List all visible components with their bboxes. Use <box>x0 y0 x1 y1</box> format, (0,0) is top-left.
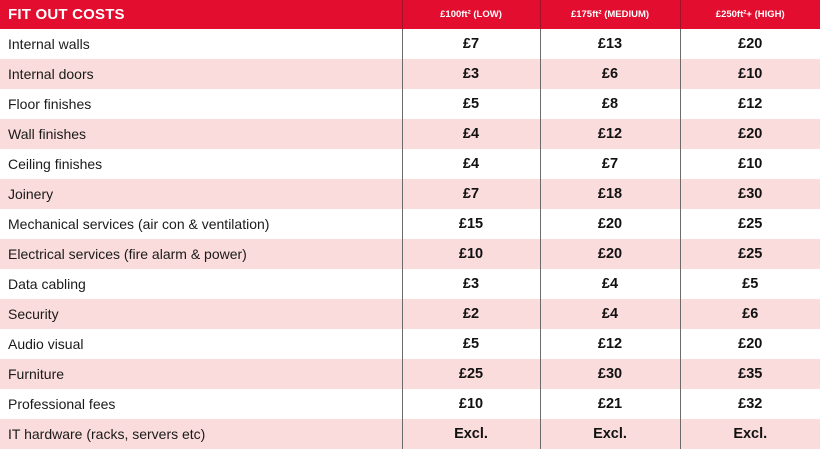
cost-medium: £7 <box>540 149 680 179</box>
cost-low: £3 <box>402 59 540 89</box>
cost-high: £5 <box>680 269 820 299</box>
table-row <box>0 389 820 419</box>
cost-medium: Excl. <box>540 419 680 449</box>
row-label: Security <box>8 306 59 322</box>
row-label: Internal doors <box>8 66 94 82</box>
table-row <box>0 299 820 329</box>
cost-low: £15 <box>402 209 540 239</box>
cost-medium: £12 <box>540 329 680 359</box>
row-label: Audio visual <box>8 336 84 352</box>
table-title: FIT OUT COSTS <box>0 0 402 29</box>
column-header-high: £250ft²+ (HIGH) <box>680 0 820 29</box>
row-label: Electrical services (fire alarm & power) <box>8 246 247 262</box>
cost-medium: £4 <box>540 299 680 329</box>
row-label: Mechanical services (air con & ventilation) <box>8 216 270 232</box>
table-row <box>0 149 820 179</box>
cost-high: £35 <box>680 359 820 389</box>
cost-medium: £12 <box>540 119 680 149</box>
cost-high: £30 <box>680 179 820 209</box>
column-header-low: £100ft² (LOW) <box>402 0 540 29</box>
cost-medium: £4 <box>540 269 680 299</box>
cost-low: £2 <box>402 299 540 329</box>
cost-low: £25 <box>402 359 540 389</box>
table-header-row <box>0 0 820 29</box>
cost-high: £25 <box>680 209 820 239</box>
row-label: Internal walls <box>8 36 90 52</box>
cost-high: £10 <box>680 59 820 89</box>
table-row <box>0 239 820 269</box>
cost-high: £12 <box>680 89 820 119</box>
cost-low: £4 <box>402 119 540 149</box>
cost-high: Excl. <box>680 419 820 449</box>
table-row <box>0 419 820 449</box>
table-row <box>0 329 820 359</box>
cost-medium: £21 <box>540 389 680 419</box>
table-row <box>0 59 820 89</box>
cost-high: £20 <box>680 119 820 149</box>
row-label: Wall finishes <box>8 126 87 142</box>
table-row <box>0 179 820 209</box>
cost-high: £25 <box>680 239 820 269</box>
cost-medium: £20 <box>540 239 680 269</box>
table-row <box>0 119 820 149</box>
cost-high: £20 <box>680 29 820 59</box>
row-label: Professional fees <box>8 396 116 412</box>
cost-medium: £18 <box>540 179 680 209</box>
column-header-medium: £175ft² (MEDIUM) <box>540 0 680 29</box>
row-label: Joinery <box>8 186 54 202</box>
cost-high: £20 <box>680 329 820 359</box>
cost-medium: £6 <box>540 59 680 89</box>
cost-high: £6 <box>680 299 820 329</box>
cost-low: £7 <box>402 179 540 209</box>
table-row <box>0 209 820 239</box>
table-row <box>0 89 820 119</box>
cost-low: £5 <box>402 329 540 359</box>
cost-low: £7 <box>402 29 540 59</box>
cost-medium: £20 <box>540 209 680 239</box>
row-label: Furniture <box>8 366 65 382</box>
cost-low: £4 <box>402 149 540 179</box>
cost-medium: £13 <box>540 29 680 59</box>
cost-low: £10 <box>402 239 540 269</box>
cost-medium: £30 <box>540 359 680 389</box>
table-body <box>0 29 820 449</box>
table-row <box>0 359 820 389</box>
cost-medium: £8 <box>540 89 680 119</box>
cost-high: £32 <box>680 389 820 419</box>
cost-low: £10 <box>402 389 540 419</box>
row-label: IT hardware (racks, servers etc) <box>8 426 206 442</box>
cost-low: £5 <box>402 89 540 119</box>
table-row <box>0 29 820 59</box>
row-label: Ceiling finishes <box>8 156 103 172</box>
cost-high: £10 <box>680 149 820 179</box>
cost-low: £3 <box>402 269 540 299</box>
cost-low: Excl. <box>402 419 540 449</box>
row-label: Data cabling <box>8 276 86 292</box>
row-label: Floor finishes <box>8 96 92 112</box>
table-row <box>0 269 820 299</box>
